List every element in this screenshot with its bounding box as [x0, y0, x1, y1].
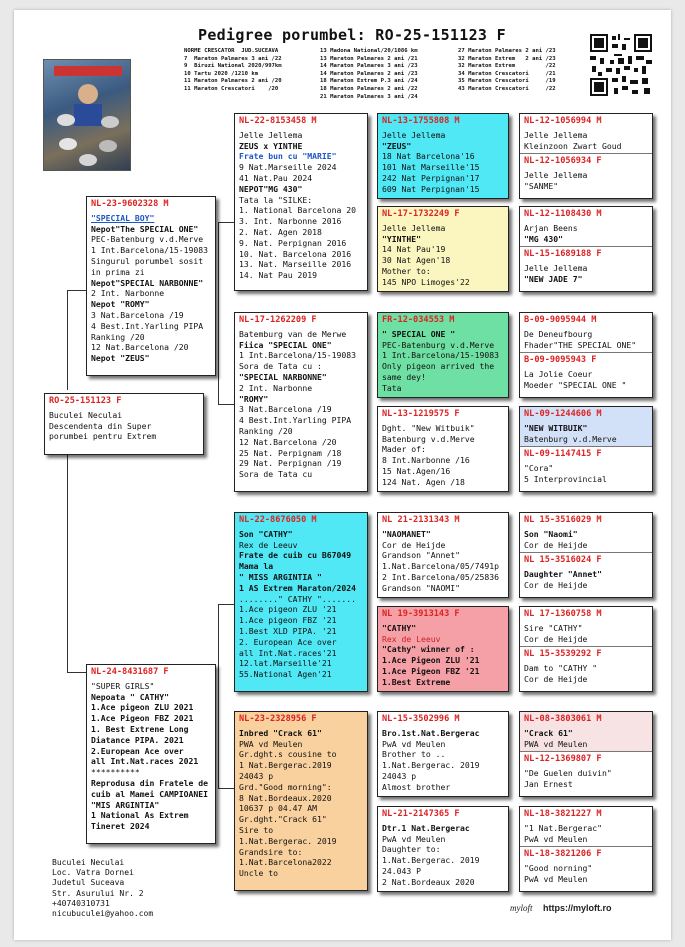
gggp-ring: NL-12-1369807 F [524, 754, 602, 765]
gp-line: Grandsire to: [239, 846, 303, 857]
gggp-line: Daughter "Annet" [524, 569, 602, 580]
ggp-line: 24.043 P [382, 865, 421, 876]
ggp-line: 24043 p [382, 770, 417, 781]
gggp-ring: NL-12-1056994 M [524, 116, 602, 126]
gggp-line: Jelle Jellema [524, 170, 588, 181]
gggp-line: "1 Nat.Bergerac" [524, 822, 602, 833]
gggp-pair-4[interactable] [519, 406, 653, 492]
gggp-pair-6[interactable] [519, 606, 653, 692]
gp-line: 24043 p [239, 770, 274, 781]
ggp-line: Grandson "NAOMI" [382, 582, 460, 593]
ggp-line: Tata [382, 382, 402, 393]
gggp-line: Jelle Jellema [524, 129, 588, 140]
gggp-line: "Cora" [524, 463, 554, 474]
myloft-logo: myloft [510, 903, 533, 913]
ggp-line: same dey! [382, 371, 426, 382]
gggp-ring: NL-12-1108430 M [524, 209, 602, 219]
gp-line: 2. Nat. Agen 2018 [239, 226, 322, 237]
sire-line: 3 Nat.Barcelona /19 [91, 309, 184, 320]
ggp-line: "Cathy" winner of : [382, 644, 475, 655]
ggp-line: 1.Ace Pigeon FBZ '21 [382, 665, 480, 676]
ggp-line: " SPECIAL ONE " [382, 328, 456, 339]
gggp-ring: B-09-9095944 M [524, 315, 597, 325]
sire-line: in prima zi [91, 266, 145, 277]
gggp-pair-3[interactable] [519, 312, 653, 398]
gp-line: 8 Nat.Bordeaux.2020 [239, 792, 332, 803]
ggp-line: 1.Ace Pigeon ZLU '21 [382, 655, 480, 666]
dam-card[interactable] [86, 664, 216, 844]
gp-line: Fiica "SPECIAL ONE" [239, 339, 332, 350]
gp-line: " MISS ARGINTIA " [239, 571, 322, 582]
gp-line: 9. Nat. Perpignan 2016 [239, 237, 347, 248]
gp-line: PWA vd Meulen [239, 738, 303, 749]
gp-line: 1 Nat.Bergerac.2019 [239, 760, 332, 771]
footer-url-link[interactable]: https://myloft.ro [543, 903, 612, 913]
gp-line: Jelle Jellema [239, 129, 303, 140]
gp-line: 14. Nat Pau 2019 [239, 270, 317, 281]
ggp-ring: NL-13-1219575 F [382, 409, 460, 419]
gp-line: Sora de Tata cu [239, 469, 313, 480]
sire-line: Nepot "ROMY" [91, 299, 150, 310]
gp-line: 1.Best XLD PIPA. '21 [239, 625, 337, 636]
sire-line: Nepot "ZEUS" [91, 353, 150, 364]
gggp-line: "MG 430" [524, 233, 563, 244]
gp-line: 12.lat.Marseille'21 [239, 658, 332, 669]
gp-line: Grd."Good morning": [239, 781, 332, 792]
dam-line: 1. Best Extrene Long [91, 723, 189, 734]
header-results-col-1: NORME CRESCATOR JUD.SUCEAVA 7 Maraton Palmares 3 ani /22 9 Biruzi National 2020/997km 10 Tartu 2020 /1210 km 11 Maraton Palmares 2 ani /20 11 Maraton Crescatori /20 [184, 48, 282, 92]
gp-line: NEPOT"MG 430" [239, 183, 303, 194]
ggp-line: "ZEUS" [382, 140, 412, 151]
ggp-line: 101 Nat Marseille'15 [382, 162, 480, 173]
ggp-line: 8 Int.Narbonne /16 [382, 455, 470, 466]
ggp-line: 242 Nat Perpignan'17 [382, 172, 480, 183]
gggp-line: Moeder "SPECIAL ONE " [524, 379, 627, 390]
gp-line: 25 Nat. Perpignam /18 [239, 447, 342, 458]
gp-line: 10637 p 04.47 AM [239, 803, 317, 814]
gggp-line: "De Guelen duivin" [524, 768, 612, 779]
gp-line: 29 Nat. Perpignan /19 [239, 458, 342, 469]
sire-line: 12 Nat.Barcelona /20 [91, 342, 189, 353]
ggp-line: 18 Nat Barcelona'16 [382, 151, 475, 162]
gp-ring: NL-23-2328956 F [239, 714, 317, 724]
gggp-line: Arjan Beens [524, 222, 578, 233]
dam-line: Nepoata " CATHY" [91, 691, 169, 702]
dam-line: 1.Ace Pigeon FBZ 2021 [91, 713, 194, 724]
dam-line: "MIS ARGINTIA" [91, 799, 160, 810]
granddam-maternal-card[interactable] [234, 711, 368, 891]
gggp-line: Kleinzoon Zwart Goud [524, 140, 622, 151]
ggp-line: 14 Nat Pau'19 [382, 244, 446, 255]
gggp-line: Cor de Heijde [524, 539, 588, 550]
gp-line: Ranking /20 [239, 425, 293, 436]
ggp-card-6[interactable] [377, 606, 509, 692]
gggp-line: La Jolie Coeur [524, 369, 593, 380]
gp-line: Gr.dght."Crack 61" [239, 814, 327, 825]
dam-line: ********** [91, 767, 140, 778]
subject-line: porumbei pentru Extrem [49, 431, 157, 442]
gp-line: 10. Nat. Barcelona 2016 [239, 248, 352, 259]
header-results-col-2: 13 Madona National/20/1086 km 13 Maraton Palmares 2 ani /21 14 Maraton Palmares 3 ani /23 14 Maraton Palmares 2 ani /23 18 Maraton Extrem P.3 ani /24 18 Maraton Palmares 2 ani /22 21 Maraton Palmares 3 ani /24 [320, 48, 418, 100]
gggp-line: Dam to "CATHY " [524, 663, 598, 674]
gp-line: ........" CATHY "....... [239, 593, 356, 604]
gp-line: 2. European Ace over [239, 636, 337, 647]
gggp-ring: NL 15-3516024 F [524, 555, 602, 566]
gp-line: ZEUS x YINTHE [239, 140, 303, 151]
gggp-line: Cor de Heijde [524, 633, 588, 644]
gp-line: 9 Nat.Marseille 2024 [239, 162, 337, 173]
dam-line: "SUPER GIRLS" [91, 680, 155, 691]
gggp-line: Jan Ernest [524, 778, 573, 789]
ggp-line: Grandson "Annet" [382, 550, 460, 561]
ggp-line: 1.Nat.Bergerac. 2019 [382, 855, 480, 866]
dam-line: Reprodusa din Fratele de [91, 777, 208, 788]
gggp-ring: NL-18-3821206 F [524, 849, 602, 860]
gp-line: Gr.dght.s cousine to [239, 749, 337, 760]
sire-card[interactable] [86, 196, 216, 376]
ggp-line: 1.Nat.Bergerac. 2019 [382, 760, 480, 771]
gp-ring: NL-17-1262209 F [239, 315, 317, 325]
ggp-line: PEC-Batenburg v.d.Merve [382, 339, 495, 350]
gggp-line: De Deneufbourg [524, 328, 593, 339]
ggp-line: "YINTHE" [382, 233, 421, 244]
gggp-line: PWA vd Meulen [524, 738, 588, 749]
gggp-pair-1[interactable] [519, 113, 653, 199]
gp-line: Mama la [239, 561, 274, 572]
gp-line: 3 Nat.Barcelona /19 [239, 404, 332, 415]
ggp-line: "CATHY" [382, 622, 417, 633]
grandsire-maternal-card[interactable] [234, 512, 368, 692]
gp-line: Frate de cuib cu B67049 [239, 550, 352, 561]
gggp-ring: B-09-9095943 F [524, 355, 597, 366]
gggp-pair-8[interactable] [519, 806, 653, 892]
ggp-line: 30 Nat Agen'18 [382, 255, 451, 266]
gggp-pair-2[interactable] [519, 206, 653, 292]
ggp-ring: NL-13-1755808 M [382, 116, 460, 126]
page-title: Pedigree porumbel: RO-25-151123 F [198, 26, 506, 44]
gggp-line: Fhader"THE SPECIAL ONE" [524, 339, 637, 350]
ggp-line: Dtr.1 Nat.Bergerac [382, 822, 470, 833]
gp-line: Tata la "SILKE: [239, 194, 313, 205]
ggp-line: 609 Nat Perpignan'15 [382, 183, 480, 194]
gp-line: 3. Int. Narbonne 2016 [239, 216, 342, 227]
gp-line: Sora de Tata cu : [239, 361, 322, 372]
gggp-line: Cor de Heijde [524, 579, 588, 590]
ggp-line: Brother to .. [382, 749, 446, 760]
dam-line: Diatance PIPA. 2021 [91, 734, 184, 745]
gggp-line: "Crack 61" [524, 727, 573, 738]
gggp-ring: NL-18-3821227 M [524, 809, 602, 819]
sire-line: PEC-Batenburg v.d.Merve [91, 234, 204, 245]
ggp-ring: NL-15-3502996 M [382, 714, 460, 724]
ggp-line: 124 Nat. Agen /18 [382, 476, 465, 487]
sire-line: 4 Best.Int.Yarling PIPA [91, 320, 204, 331]
gggp-line: 5 Interprovincial [524, 473, 607, 484]
gggp-line: "Good norning" [524, 863, 593, 874]
ggp-line: Almost brother [382, 781, 451, 792]
ggp-line: Bro.1st.Nat.Bergerac [382, 727, 480, 738]
gp-line: Sire to [239, 824, 274, 835]
ggp-line: Rex de Leeuv [382, 633, 441, 644]
dam-line: 2.European Ace over [91, 745, 184, 756]
gp-ring: NL-22-8676050 M [239, 515, 317, 525]
subject-pigeon-card[interactable] [44, 393, 204, 455]
ggp-line: 2 Nat.Bordeaux 2020 [382, 876, 475, 887]
ggp-line: Mader of: [382, 444, 426, 455]
gp-line: 1.Nat.Bergerac. 2019 [239, 835, 337, 846]
gggp-ring: NL-15-1689188 F [524, 249, 602, 260]
gggp-line: PwA vd Meulen [524, 873, 588, 884]
gp-line: 1.Nat.Barcelona2022 [239, 857, 332, 868]
gp-line: Rex de Leeuv [239, 539, 298, 550]
pigeon-loft-photo [43, 59, 131, 171]
gp-line: Son "CATHY" [239, 528, 293, 539]
gp-line: 12 Nat.Barcelona /20 [239, 436, 337, 447]
gp-line: Inbred "Crack 61" [239, 727, 322, 738]
gggp-line: Batenburg v.d.Merve [524, 433, 617, 444]
sire-ring: NL-23-9602328 M [91, 199, 169, 209]
gp-line: 1 AS Extrem Maraton/2024 [239, 582, 356, 593]
sire-line: Singurul porumbel sosit [91, 255, 204, 266]
ggp-line: 1 Int.Barcelona/15-19083 [382, 350, 499, 361]
gp-line: "SPECIAL NARBONNE" [239, 371, 327, 382]
gggp-ring: NL 15-3516029 M [524, 515, 602, 525]
gp-line: all Int.Nat.races'21 [239, 647, 337, 658]
gp-line: 1 Int.Barcelona/15-19083 [239, 350, 356, 361]
ggp-ring: NL 19-3913143 F [382, 609, 460, 619]
sire-line: Ranking /20 [91, 331, 145, 342]
gggp-line: "SANME" [524, 180, 559, 191]
gp-line: 4 Best.Int.Yarling PIPA [239, 415, 352, 426]
gggp-line: Son "Naomi" [524, 528, 578, 539]
ggp-line: Only pigeon arrived the [382, 361, 495, 372]
ggp-card-3[interactable] [377, 312, 509, 398]
dam-line: cuib al Mamei CAMPIOANEI [91, 788, 208, 799]
ggp-line: Jelle Jellema [382, 129, 446, 140]
gggp-line: "NEW WITBUIK" [524, 422, 588, 433]
sire-line: Nepot"SPECIAL NARBONNE" [91, 277, 204, 288]
gggp-ring: NL-09-1244606 M [524, 409, 602, 419]
subject-line: Buculei Neculai [49, 409, 123, 420]
gp-line: Frate bun cu "MARIE" [239, 151, 337, 162]
ggp-line: Batenburg v.d.Merve [382, 433, 475, 444]
ggp-line: Cor de Heijde [382, 539, 446, 550]
ggp-line: Dght. "New Witbuik" [382, 422, 475, 433]
subject-ring: RO-25-151123 F [49, 396, 122, 406]
gp-line: 1.Ace pigeon FBZ '21 [239, 615, 337, 626]
gp-line: 1.Ace pigeon ZLU '21 [239, 604, 337, 615]
dam-line: Tineret 2024 [91, 821, 150, 832]
ggp-ring: NL-21-2147365 F [382, 809, 460, 819]
gggp-ring: NL-08-3803061 M [524, 714, 602, 724]
dam-line: 1 National As Extrem [91, 810, 189, 821]
gp-line: 41 Nat.Pau 2024 [239, 172, 313, 183]
qr-code [588, 32, 654, 98]
gp-line: "ROMY" [239, 393, 269, 404]
gp-line: Batemburg van de Merwe [239, 328, 347, 339]
ggp-card-8[interactable] [377, 806, 509, 892]
granddam-paternal-card[interactable] [234, 312, 368, 492]
ggp-line: "NAOMANET" [382, 528, 431, 539]
gggp-line: Sire "CATHY" [524, 622, 583, 633]
ggp-line: 15 Nat.Agen/16 [382, 465, 451, 476]
header-results-col-3: 27 Maraton Palmares 2 ani /23 32 Maraton Extrem 2 ani /23 32 Maraton Extrem /22 34 Maraton Crescatori /21 35 Maraton Crescatori /19 43 Maraton Crescatori /22 [458, 48, 556, 92]
ggp-line: 2 Int.Barcelona/05/25836 [382, 571, 499, 582]
ggp-ring: NL-17-1732249 F [382, 209, 460, 219]
ggp-ring: FR-12-034553 M [382, 315, 455, 325]
ggp-card-1[interactable] [377, 113, 509, 199]
gggp-ring: NL 15-3539292 F [524, 649, 602, 660]
ggp-card-5[interactable] [377, 512, 509, 598]
sire-line: 2 Int. Narbonne [91, 288, 165, 299]
ggp-line: Daughter to: [382, 844, 441, 855]
grandsire-paternal-card[interactable] [234, 113, 368, 291]
footer [510, 903, 612, 913]
dam-line: 1.Ace pigeon ZLU 2021 [91, 702, 194, 713]
gggp-line: Cor de Heijde [524, 673, 588, 684]
gp-line: 55.National Agen'21 [239, 669, 332, 680]
ggp-line: 1.Best Extreme [382, 676, 451, 687]
gp-line: 2 Int. Narbonne [239, 382, 313, 393]
gggp-pair-5[interactable] [519, 512, 653, 598]
ggp-ring: NL 21-2131343 M [382, 515, 460, 525]
ggp-card-2[interactable] [377, 206, 509, 292]
gggp-ring: NL 17-1360758 M [524, 609, 602, 619]
ggp-line: PwA vd Meulen [382, 738, 446, 749]
gggp-line: "NEW JADE 7" [524, 273, 583, 284]
gggp-pair-7[interactable] [519, 711, 653, 797]
gp-line: Uncle to [239, 868, 278, 879]
sire-line: Nepot"The SPECIAL ONE" [91, 223, 199, 234]
ggp-line: Jelle Jellema [382, 222, 446, 233]
ggp-line: Mother to: [382, 265, 431, 276]
gp-line: 13. Nat. Marseille 2016 [239, 259, 352, 270]
ggp-line: PwA vd Meulen [382, 833, 446, 844]
dam-ring: NL-24-8431687 F [91, 667, 169, 677]
owner-contact: Buculei Neculai Loc. Vatra Dornei Judetul Suceava Str. Asurului Nr. 2 +40740310731 nicubuculei@yahoo.com [52, 858, 154, 919]
gggp-line: PwA vd Meulen [524, 833, 588, 844]
gp-ring: NL-22-8153458 M [239, 116, 317, 126]
ggp-line: 1.Nat.Barcelona/05/7491p [382, 561, 499, 572]
ggp-card-4[interactable] [377, 406, 509, 492]
ggp-card-7[interactable] [377, 711, 509, 797]
dam-line: all Int.Nat.races 2021 [91, 756, 199, 767]
ggp-line: 145 NPO Limoges'22 [382, 276, 470, 287]
sire-line: 1 Int.Barcelona/15-19083 [91, 245, 208, 256]
sire-line: "SPECIAL BOY" [91, 212, 155, 223]
gp-line: 1. National Barcelona 20 [239, 205, 356, 216]
gggp-ring: NL-12-1056934 F [524, 156, 602, 167]
gggp-ring: NL-09-1147415 F [524, 449, 602, 460]
subject-line: Descendenta din Super [49, 420, 152, 431]
gggp-line: Jelle Jellema [524, 263, 588, 274]
